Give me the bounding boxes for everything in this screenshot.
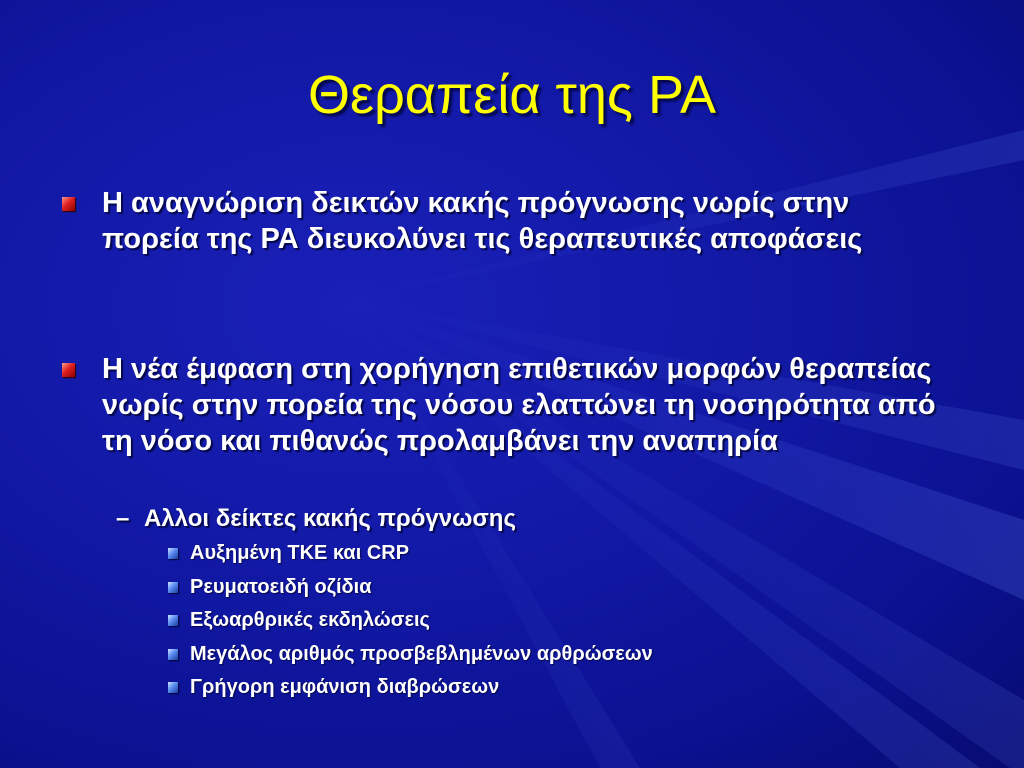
bullet-square-icon [62,363,75,377]
sub-sub-bullet-text: Εξωαρθρικές εκδηλώσεις [190,609,430,631]
sub-sub-bullet-item [166,573,986,607]
bullet-square-icon [62,197,75,211]
bullet-square-icon [168,615,178,626]
sub-sub-bullet-text: Γρήγορη εμφάνιση διαβρώσεων [190,676,500,698]
bullet-square-icon [168,548,178,559]
sub-sub-bullet-text: Ρευματοειδή οζίδια [190,575,372,598]
sub-sub-bullet-item [166,640,986,674]
bullet-square-icon [168,649,178,660]
bullet-item: Η αναγνώριση δεικτών κακής πρόγνωσης νωρίς στην πορεία της ΡΑ διευκολύνει τις θεραπευτικές αποφάσεις [102,187,863,255]
sub-sub-bullet-text: Μεγάλος αριθμός προσβεβλημένων αρθρώσεων [190,642,653,665]
bullet-square-icon [168,682,178,693]
sub-sub-bullet-item [166,539,986,573]
slide-title: Θεραπεία της ΡΑ [308,65,716,125]
sub-bullet-item: Αλλοι δείκτες κακής πρόγνωσης [144,505,516,532]
sub-sub-bullet-list [166,539,986,707]
sub-sub-bullet-text: Αυξημένη ΤΚΕ και CRP [190,542,410,564]
bullet-item: Η νέα έμφαση στη χορήγηση επιθετικών μορφών θεραπείας νωρίς στην πορεία της νόσου ελαττώνει τη νοσηρότητα από τη νόσο και πιθανώς προλαμβάνει την αναπηρία [102,353,936,457]
sub-sub-bullet-item [166,673,986,707]
bullet-square-icon [168,582,178,593]
sub-sub-bullet-item [166,606,986,640]
sub-bullet-dash: – [116,505,130,532]
